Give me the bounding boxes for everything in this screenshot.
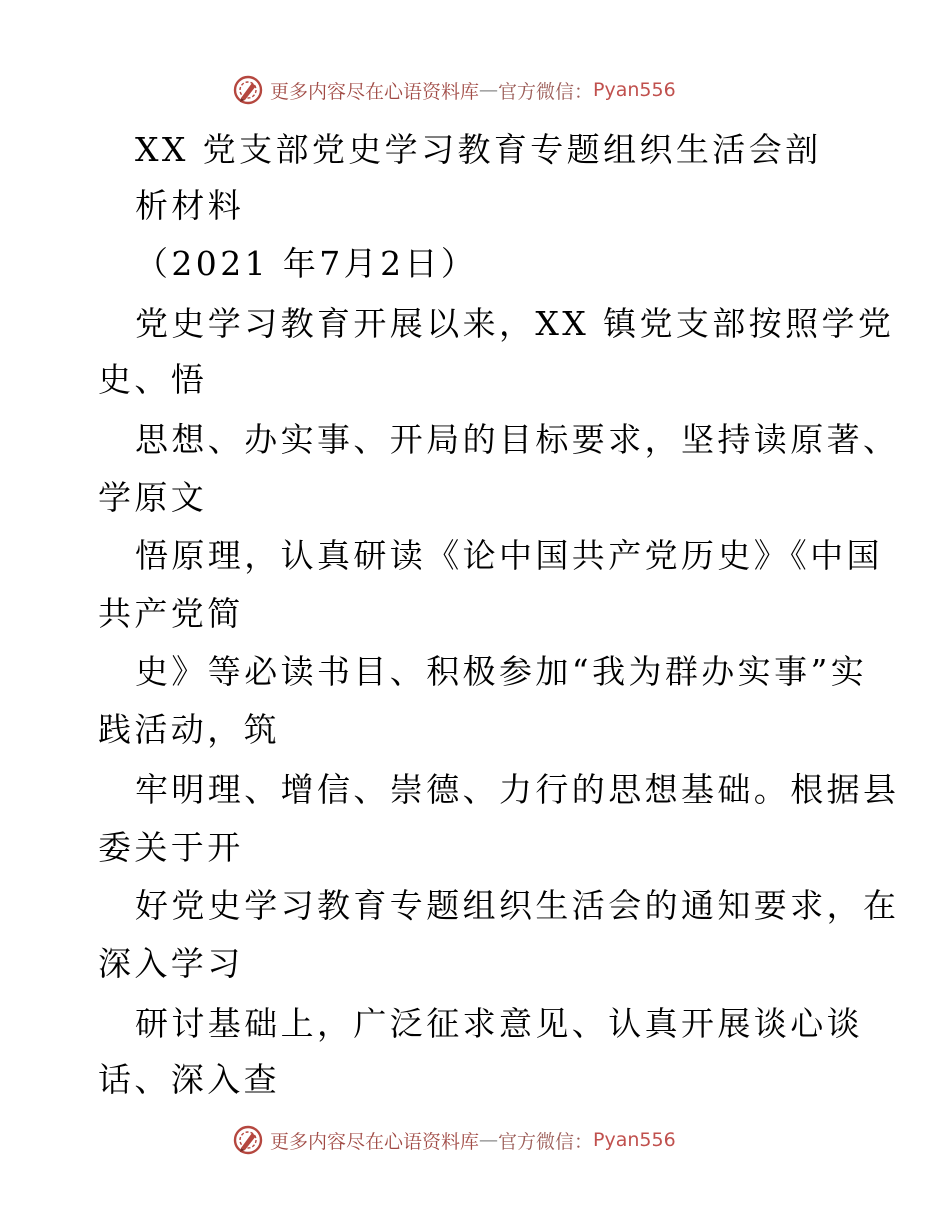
pen-seal-logo-icon xyxy=(232,74,264,106)
doc-text-line: 共产党简 xyxy=(98,594,244,633)
doc-title-line-1: XX 党支部党史学习教育专题组织生活会剖 xyxy=(135,130,822,169)
banner-wechat-id: Pyan556 xyxy=(593,1129,676,1151)
doc-text-line: 好党史学习教育专题组织生活会的通知要求，在 xyxy=(135,886,900,925)
doc-text-line: 研讨基础上，广泛征求意见、认真开展谈心谈 xyxy=(135,1004,863,1043)
doc-text-line: 党史学习教育开展以来，XX 镇党支部按照学党 xyxy=(135,304,895,343)
doc-title-line-2: 析材料 xyxy=(135,186,245,225)
doc-text-line: 深入学习 xyxy=(98,944,244,983)
banner-separator: — xyxy=(479,79,499,101)
doc-text-line: 牢明理、增信、崇德、力行的思想基础。根据县 xyxy=(135,770,900,809)
doc-text-line: 思想、办实事、开局的目标要求，坚持读原著、 xyxy=(135,420,900,459)
doc-date-line: （2021 年7月2日） xyxy=(135,244,478,283)
banner-wechat-id: Pyan556 xyxy=(593,79,676,101)
doc-text-line: 践活动，筑 xyxy=(98,710,280,749)
banner-wechat-label: 官方微信： xyxy=(498,80,594,103)
doc-text-line: 史》等必读书目、积极参加“我为群办实事”实 xyxy=(135,652,868,691)
footer-watermark-banner xyxy=(232,1122,732,1158)
doc-text-line: 委关于开 xyxy=(98,828,244,867)
doc-text-line: 学原文 xyxy=(98,478,208,517)
doc-text-line: 话、深入查 xyxy=(98,1060,280,1099)
banner-wechat-label: 官方微信： xyxy=(498,1130,594,1153)
banner-brand-text: 更多内容尽在心语资料库 xyxy=(270,1130,480,1153)
doc-text-line: 史、悟 xyxy=(98,360,208,399)
header-watermark-banner xyxy=(232,72,732,108)
banner-separator: — xyxy=(479,1129,499,1151)
banner-brand-text: 更多内容尽在心语资料库 xyxy=(270,80,480,103)
doc-text-line: 悟原理，认真研读《论中国共产党历史》《中国 xyxy=(135,536,883,575)
pen-seal-logo-icon xyxy=(232,1124,264,1156)
